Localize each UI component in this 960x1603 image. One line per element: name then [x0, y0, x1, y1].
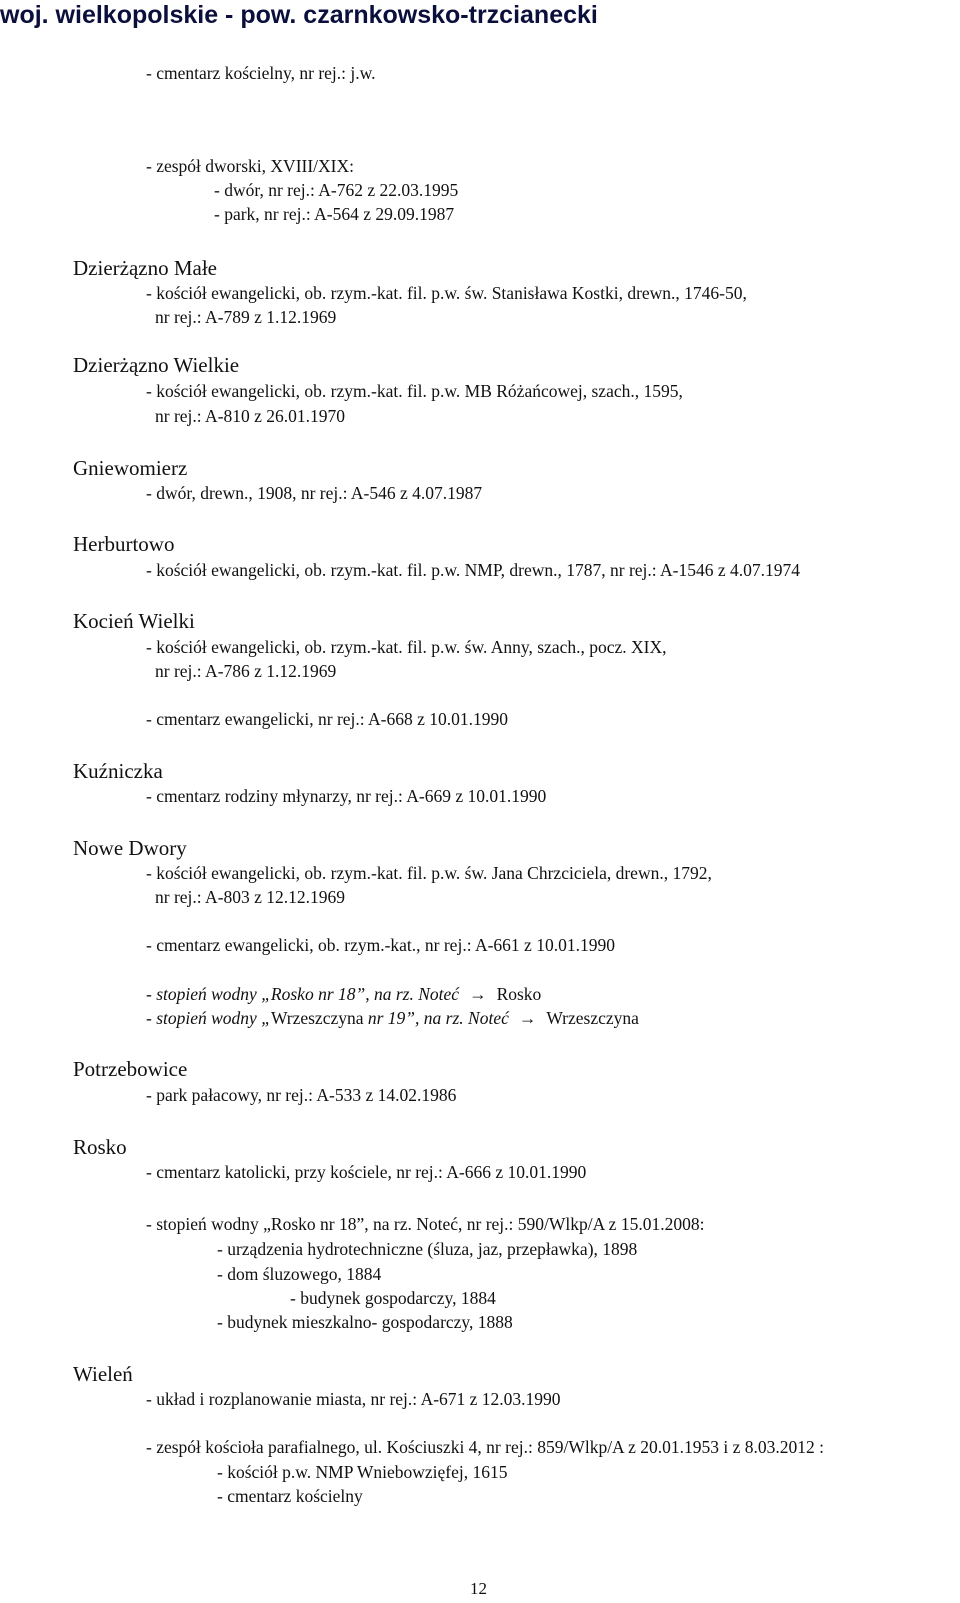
entry-line: - kościół ewangelicki, ob. rzym.-kat. fil. p.w. św. Jana Chrzciciela, drewn., 1792,	[146, 863, 712, 883]
entry-line: nr rej.: A-810 z 26.01.1970	[155, 406, 346, 426]
entry-line: - cmentarz rodziny młynarzy, nr rej.: A-669 z 10.01.1990	[146, 786, 547, 806]
section-heading-rosko: Rosko	[73, 1135, 127, 1159]
entry-line: nr rej.: A-803 z 12.12.1969	[155, 887, 346, 907]
entry-line: - układ i rozplanowanie miasta, nr rej.: A-671 z 12.03.1990	[146, 1389, 561, 1409]
entry-line: - cmentarz kościelny	[217, 1486, 363, 1506]
entry-line: - zespół dworski, XVIII/XIX:	[146, 156, 355, 176]
entry-line: - dom śluzowego, 1884	[217, 1264, 382, 1284]
reference-line	[146, 1007, 639, 1029]
entry-line: - kościół p.w. NMP Wniebowzięfej, 1615	[217, 1462, 508, 1482]
entry-line: - kościół ewangelicki, ob. rzym.-kat. fil. p.w. św. Anny, szach., pocz. XIX,	[146, 637, 667, 657]
entry-line: - stopień wodny „Rosko nr 18”, na rz. Noteć, nr rej.: 590/Wlkp/A z 15.01.2008:	[146, 1214, 705, 1234]
reference-text: - stopień wodny „	[146, 1008, 271, 1028]
entry-line: nr rej.: A-789 z 1.12.1969	[155, 307, 337, 327]
reference-line	[146, 983, 541, 1005]
entry-line: - cmentarz katolicki, przy kościele, nr rej.: A-666 z 10.01.1990	[146, 1162, 587, 1182]
entry-line: - zespół kościoła parafialnego, ul. Kościuszki 4, nr rej.: 859/Wlkp/A z 20.01.1953 i z 8.03.2012 :	[146, 1437, 824, 1457]
entry-line: nr rej.: A-786 z 1.12.1969	[155, 661, 337, 681]
section-heading-kocien-wielki: Kocień Wielki	[73, 609, 195, 633]
page-header: woj. wielkopolskie - pow. czarnkowsko-trzcianecki	[0, 1, 598, 29]
entry-line: - kościół ewangelicki, ob. rzym.-kat. fil. p.w. św. Stanisława Kostki, drewn., 1746-50,	[146, 283, 747, 303]
reference-target: Rosko	[496, 984, 542, 1004]
reference-text: - stopień wodny „Rosko nr 18”, na rz. Noteć	[146, 984, 460, 1004]
section-heading-kuzniczka: Kuźniczka	[73, 759, 163, 783]
entry-line: - dwór, drewn., 1908, nr rej.: A-546 z 4.07.1987	[146, 483, 483, 503]
entry-line: - urządzenia hydrotechniczne (śluza, jaz, przepławka), 1898	[217, 1239, 638, 1259]
entry-line: - budynek mieszkalno- gospodarczy, 1888	[217, 1312, 513, 1332]
section-heading-wielen: Wieleń	[73, 1362, 133, 1386]
entry-line: - cmentarz ewangelicki, ob. rzym.-kat., nr rej.: A-661 z 10.01.1990	[146, 935, 615, 955]
reference-name: Wrzeszczyna	[270, 1008, 364, 1028]
entry-line: - park pałacowy, nr rej.: A-533 z 14.02.1986	[146, 1085, 457, 1105]
entry-line: - kościół ewangelicki, ob. rzym.-kat. fil. p.w. NMP, drewn., 1787, nr rej.: A-1546 z 4.07.1974	[146, 560, 801, 580]
reference-text: nr 19”, na rz. Noteć	[363, 1008, 509, 1028]
entry-line: - cmentarz kościelny, nr rej.: j.w.	[146, 63, 376, 83]
arrow-right-icon: →	[518, 1008, 537, 1028]
section-heading-dzierzazno-male: Dzierżązno Małe	[73, 256, 217, 280]
entry-line: - kościół ewangelicki, ob. rzym.-kat. fil. p.w. MB Różańcowej, szach., 1595,	[146, 381, 683, 401]
section-heading-herburtowo: Herburtowo	[73, 532, 175, 556]
section-heading-dzierzazno-wielkie: Dzierżązno Wielkie	[73, 353, 240, 377]
entry-line: - cmentarz ewangelicki, nr rej.: A-668 z 10.01.1990	[146, 709, 509, 729]
section-heading-potrzebowice: Potrzebowice	[73, 1057, 188, 1081]
section-heading-gniewomierz: Gniewomierz	[73, 456, 188, 480]
entry-line: - park, nr rej.: A-564 z 29.09.1987	[214, 204, 455, 224]
entry-line: - dwór, nr rej.: A-762 z 22.03.1995	[214, 180, 459, 200]
page-number: 12	[470, 1579, 487, 1598]
arrow-right-icon: →	[469, 984, 487, 1004]
section-heading-nowe-dwory: Nowe Dwory	[73, 836, 187, 860]
reference-target: Wrzeszczyna	[546, 1008, 639, 1028]
entry-line: - budynek gospodarczy, 1884	[290, 1288, 496, 1308]
